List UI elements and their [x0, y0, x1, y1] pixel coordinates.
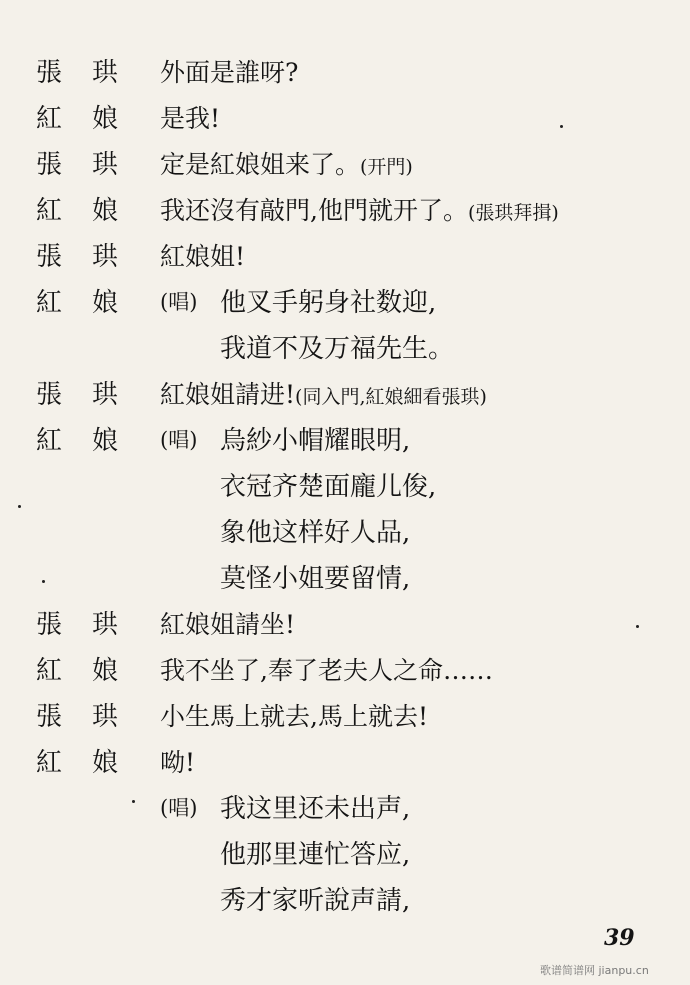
dialogue-text: 紅娘姐請进!: [160, 380, 296, 409]
speaker-label: 張珙: [36, 242, 149, 272]
scan-speck: [636, 625, 639, 628]
speaker-label: 紅娘: [36, 656, 149, 686]
dialogue-line: [160, 198, 559, 223]
speaker-label: 紅娘: [36, 426, 149, 456]
lyric-line: 莫怪小姐要留情,: [220, 564, 411, 594]
dialogue-line: [160, 60, 298, 85]
dialogue-text: 紅娘姐!: [160, 242, 246, 271]
scan-speck: [18, 505, 21, 508]
speaker-label: 張珙: [36, 58, 149, 88]
lyric-line: 象他这样好人品,: [220, 518, 411, 548]
scan-speck: [42, 580, 45, 583]
speaker-label: 紅娘: [36, 104, 149, 134]
dialogue-line: [160, 106, 220, 131]
speaker-label: 張珙: [36, 702, 149, 732]
speaker-label: 張珙: [36, 610, 149, 640]
sing-marker: (唱): [160, 796, 198, 820]
dialogue-line: [160, 382, 487, 407]
dialogue-line: [160, 152, 413, 177]
dialogue-line: [160, 750, 195, 775]
dialogue-text: 呦!: [160, 748, 196, 777]
lyric-line: 我道不及万福先生。: [220, 334, 455, 364]
dialogue-text: 我不坐了,奉了老夫人之命……: [160, 656, 493, 685]
page-number: 39: [604, 925, 635, 951]
lyric-line: 他那里連忙答应,: [220, 840, 411, 870]
dialogue-text: 小生馬上就去,馬上就去!: [160, 702, 428, 731]
scan-speck: [132, 800, 135, 803]
speaker-label: 張珙: [36, 150, 149, 180]
speaker-label: 紅娘: [36, 196, 149, 226]
dialogue-text: 是我!: [160, 104, 221, 133]
speaker-label: 紅娘: [36, 288, 149, 318]
dialogue-text: 紅娘姐請坐!: [160, 610, 296, 639]
dialogue-line: [160, 658, 493, 683]
speaker-label: 張珙: [36, 380, 149, 410]
sing-marker: (唱): [160, 290, 198, 314]
dialogue-text: 我还沒有敲門,他門就开了。: [160, 196, 468, 225]
stage-direction: (張珙拜揖): [467, 202, 559, 224]
sing-marker: (唱): [160, 428, 198, 452]
dialogue-line: [160, 704, 428, 729]
dialogue-text: 定是紅娘姐来了。: [160, 150, 361, 179]
dialogue-line: [160, 612, 295, 637]
lyric-line: 秀才家听說声請,: [220, 886, 411, 916]
dialogue-text: 外面是誰呀?: [160, 58, 299, 87]
scan-speck: [560, 125, 563, 128]
stage-direction: (开門): [360, 156, 413, 178]
lyric-line: 衣冠齐楚面龐儿俊,: [220, 472, 437, 502]
lyric-line: 烏紗小帽耀眼明,: [220, 426, 411, 456]
watermark-text: 歌谱简谱网 jianpu.cn: [540, 964, 649, 977]
stage-direction: (同入門,紅娘細看張珙): [295, 386, 487, 408]
lyric-line: 我这里还未出声,: [220, 794, 411, 824]
dialogue-line: [160, 244, 245, 269]
speaker-label: 紅娘: [36, 748, 149, 778]
lyric-line: 他叉手躬身社数迎,: [220, 288, 437, 318]
